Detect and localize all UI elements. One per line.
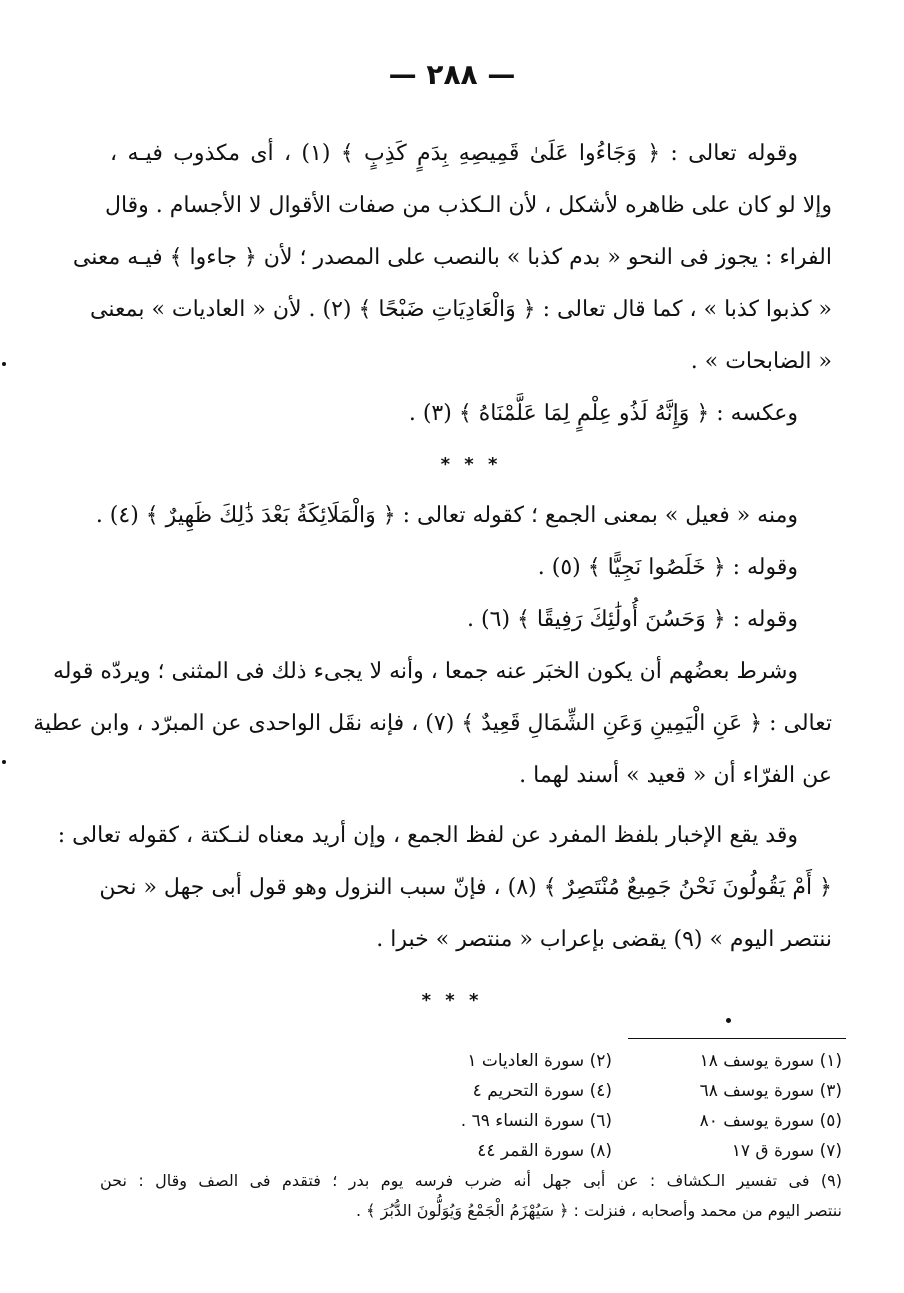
margin-mark	[2, 760, 6, 764]
text-line: وقوله : ﴿ خَلَصُوا نَجِيًّا ﴾ (٥) .	[537, 555, 798, 580]
footnote: (٨) سورة القمر ٤٤	[477, 1141, 612, 1161]
text-line: وعكسه : ﴿ وَإِنَّهُ لَذُو عِلْمٍ لِمَا عَلَّمْنَاهُ ﴾ (٣) .	[408, 401, 798, 426]
text-line: ننتصر اليوم » (٩) يقضى بإعراب « منتصر » خبرا .	[376, 927, 832, 952]
footnote-row	[100, 1136, 842, 1166]
footnote-9-continued: ننتصر اليوم من محمد وأصحابه ، فنزلت : ﴿ سَيُهْزَمُ الْجَمْعُ وَيُوَلُّونَ الدُّبُرَ ﴾ .	[356, 1201, 842, 1220]
footnote-rule	[628, 1038, 846, 1039]
text-line: ﴿ أَمْ يَقُولُونَ نَحْنُ جَمِيعٌ مُنْتَصِرٌ ﴾ (٨) ، فإنّ سبب النزول وهو قول أبى جهل « نحن	[99, 875, 832, 900]
text-line: تعالى : ﴿ عَنِ الْيَمِينِ وَعَنِ الشِّمَالِ قَعِيدٌ ﴾ (٧) ، فإنه نقَل الواحدى عن المبرّد ، وابن عطية	[33, 711, 832, 736]
section-separator: * * *	[440, 454, 502, 475]
footnote: (٦) سورة النساء ٦٩ .	[460, 1111, 612, 1131]
footnote-row	[100, 1106, 842, 1136]
footnote: (٧) سورة ق ١٧	[731, 1141, 842, 1161]
text-line: عن الفرّاء أن « قعيد » أسند لهما .	[519, 763, 832, 788]
section-separator: * * *	[421, 990, 483, 1011]
footnote-row	[100, 1076, 842, 1106]
text-line: وشرط بعضُهم أن يكون الخبَر عنه جمعا ، وأنه لا يجىء ذلك فى المثنى ؛ ويردّه قوله	[52, 659, 798, 684]
footnote: (١) سورة يوسف ١٨	[699, 1051, 842, 1071]
print-dot	[726, 1018, 731, 1023]
margin-mark	[2, 362, 6, 366]
footnote: (٤) سورة التحريم ٤	[472, 1081, 612, 1101]
text-line: الفراء : يجوز فى النحو « بدم كذبا » بالنصب على المصدر ؛ لأن ﴿ جاءوا ﴾ فيـه معنى	[72, 245, 832, 270]
footnote-9: (٩) فى تفسير الـكشاف : عن أبى جهل أنه ضرب فرسه يوم بدر ؛ فتقدم فى الصف وقال : نحن	[100, 1171, 842, 1190]
text-line: وقد يقع الإخبار بلفظ المفرد عن لفظ الجمع ، وإن أريد معناه لنـكتة ، كقوله تعالى :	[57, 823, 798, 848]
text-line: ومنه « فعيل » بمعنى الجمع ؛ كقوله تعالى : ﴿ وَالْمَلَائِكَةُ بَعْدَ ذَٰلِكَ ظَهِيرٌ ﴾ (٤) .	[95, 503, 798, 528]
footnote: (٢) سورة العاديات ١	[467, 1051, 612, 1071]
footnote-row	[100, 1046, 842, 1076]
text-line: « كذبوا كذبا » ، كما قال تعالى : ﴿ وَالْعَادِيَاتِ ضَبْحًا ﴾ (٢) . لأن « العاديات » بمعنى	[90, 297, 832, 322]
footnote: (٣) سورة يوسف ٦٨	[699, 1081, 842, 1101]
footnote: (٥) سورة يوسف ٨٠	[699, 1111, 842, 1131]
text-line: وإلا لو كان على ظاهره لأشكل ، لأن الـكذب من صفات الأقوال لا الأجسام . وقال	[104, 193, 832, 218]
text-line: وقوله : ﴿ وَحَسُنَ أُولَٰئِكَ رَفِيقًا ﴾ (٦) .	[467, 607, 798, 632]
main-text	[33, 128, 832, 966]
text-line: « الضابحات » .	[690, 349, 832, 374]
footnotes	[100, 1046, 842, 1226]
text-line: وقوله تعالى : ﴿ وَجَاءُوا عَلَىٰ قَمِيصِهِ بِدَمٍ كَذِبٍ ﴾ (١) ، أى مكذوب فيـه ،	[110, 141, 798, 166]
page-number: — ٢٨٨ —	[388, 58, 516, 91]
